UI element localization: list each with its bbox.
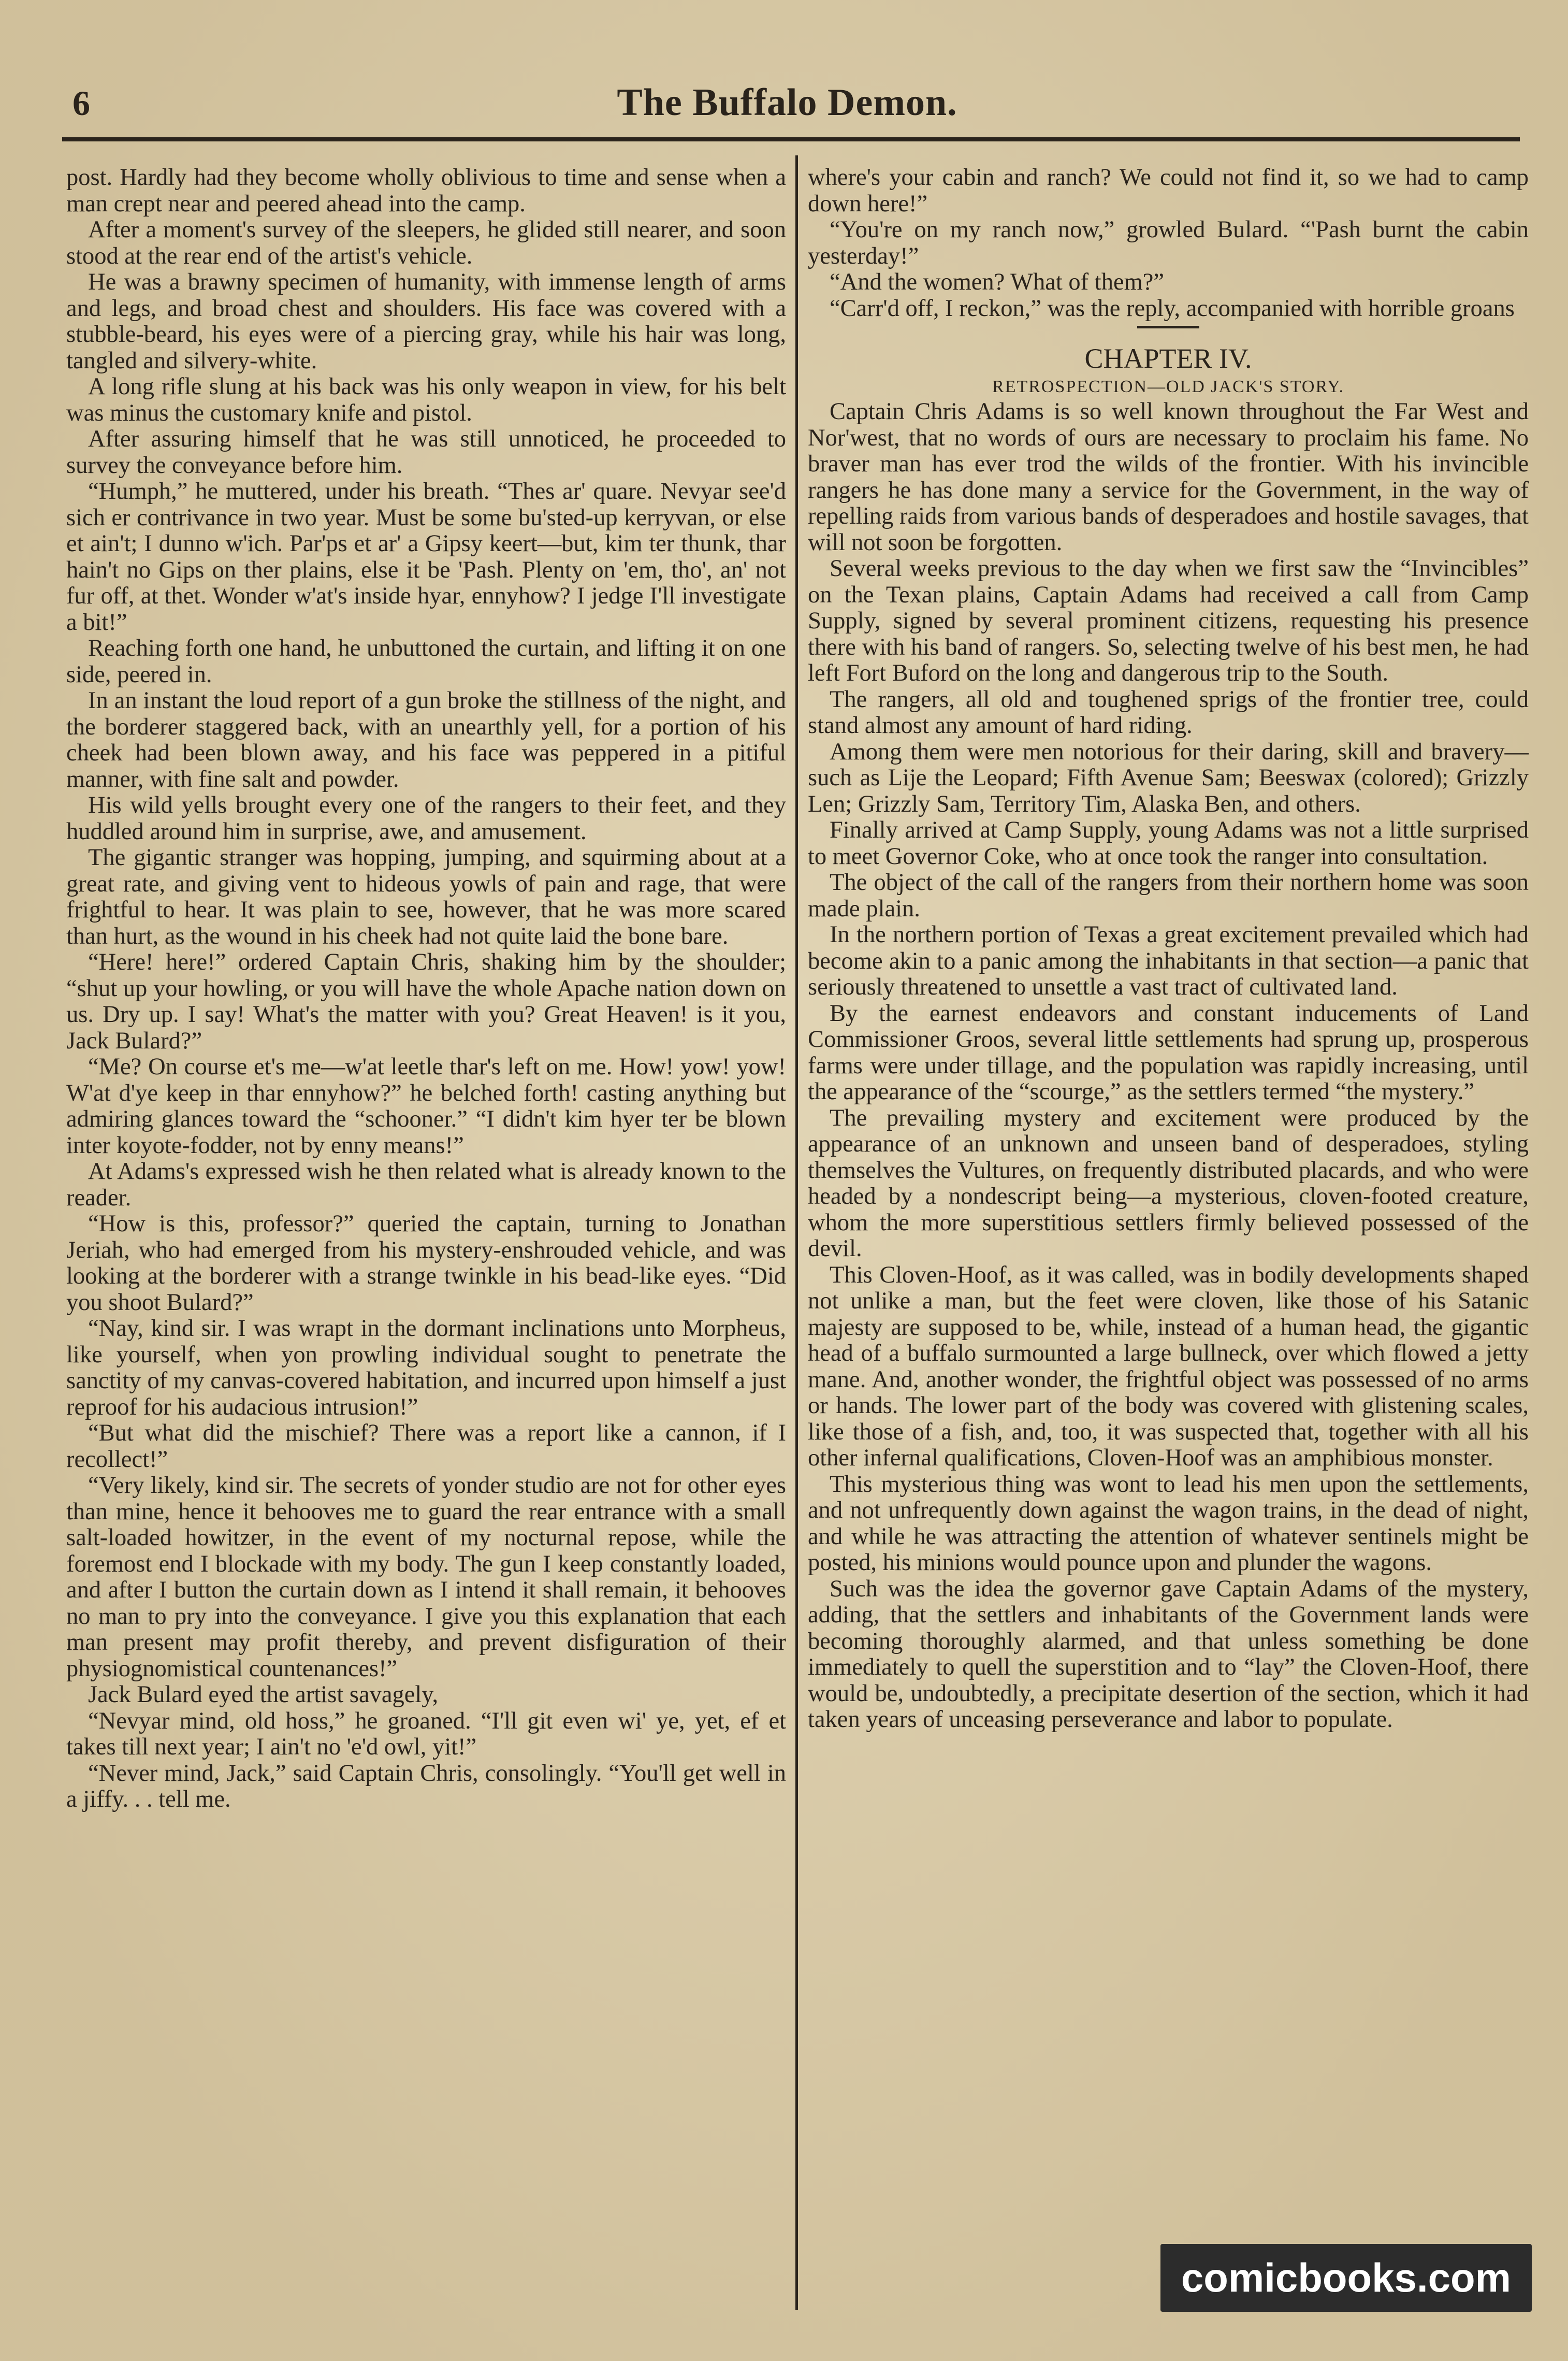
paragraph: The prevailing mystery and excitement were produced by the appearance of an unknown and unseen band of desperadoes, styling themselves the Vultures, on frequently distributed placards, and who were headed by a nondescript being—a mysterious, cloven-footed creature, whom the more superstitious settlers firmly believed possessed of the devil. bbox=[808, 1104, 1529, 1262]
paragraph: In the northern portion of Texas a great excitement prevailed which had become akin to a panic among the inhabitants in that section—a panic that seriously threatened to unsettle a vast tract of cultivated land. bbox=[808, 922, 1529, 1000]
paragraph: He was a brawny specimen of humanity, with immense length of arms and legs, and broad chest and shoulders. His face was covered with a stubble-beard, his eyes were of a piercing gray, while his hair was long, tangled and silvery-white. bbox=[66, 269, 786, 374]
paragraph: The rangers, all old and toughened sprigs of the frontier tree, could stand almost any amount of hard riding. bbox=[808, 686, 1529, 739]
chapter-title: CHAPTER IV. bbox=[1084, 343, 1252, 374]
paragraph: Finally arrived at Camp Supply, young Adams was not a little surprised to meet Governor Coke, who at once took the ranger into consultation. bbox=[808, 817, 1529, 870]
site-watermark: comicbooks.com bbox=[1160, 2244, 1532, 2312]
paragraph: Among them were men notorious for their daring, skill and bravery—such as Lije the Leopard; Fifth Avenue Sam; Beeswax (colored); Grizzly Len; Grizzly Sam, Territory Tim, Alaska Ben, and others. bbox=[808, 738, 1529, 817]
paragraph: “Me? On course et's me—w'at leetle thar's left on me. How! yow! yow! W'at d'ye keep in thar ennyhow?” he belched forth! casting anything but admiring glances toward the “schooner.” “I didn't kim hyer ter be blown inter koyote-fodder, not by enny means!” bbox=[66, 1054, 786, 1159]
column-divider bbox=[795, 155, 798, 2310]
paragraph: Reaching forth one hand, he unbuttoned the curtain, and lifting it on one side, peered in. bbox=[66, 635, 786, 688]
paragraph: This mysterious thing was wont to lead his men upon the settlements, and not unfrequently down against the wagon trains, in the dead of night, and while he was attracting the attention of whatever sentinels might be posted, his minions would pounce upon and plunder the wagons. bbox=[808, 1471, 1529, 1576]
paragraph: “Very likely, kind sir. The secrets of yonder studio are not for other eyes than mine, hence it behooves me to guard the rear entrance with a small salt-loaded howitzer, in the event of my nocturnal repose, while the foremost end I blockade with my body. The gun I keep constantly loaded, and after I button the curtain down as I intend it shall remain, it behooves no man to pry into the conveyance. I give you this explanation that each man present may profit thereby, and prevent disfiguration of their physiognomistical countenances!” bbox=[66, 1472, 786, 1682]
paragraph: “Nevyar mind, old hoss,” he groaned. “I'll git even wi' ye, yet, ef et takes till next year; I ain't no 'e'd owl, yit!” bbox=[66, 1707, 786, 1760]
paragraph: “Here! here!” ordered Captain Chris, shaking him by the shoulder; “shut up your howling, or you will have the whole Apache nation down on us. Dry up. I say! What's the matter with you? Great Heaven! is it you, Jack Bulard?” bbox=[66, 949, 786, 1054]
paragraph: This Cloven-Hoof, as it was called, was in bodily developments shaped not unlike a man, but the feet were cloven, like those of his Satanic majesty are supposed to be, while, instead of a human head, the gigantic head of a buffalo surmounted a large bullneck, over which flowed a jetty mane. And, another wonder, the frightful object was possessed of no arms or hands. The lower part of the body was covered with glistening scales, like those of a fish, and, too, it was suspected that, together with all his other infernal qualifications, Cloven-Hoof was an amphibious monster. bbox=[808, 1261, 1529, 1471]
header-rule bbox=[62, 137, 1520, 141]
paragraph: Jack Bulard eyed the artist savagely, bbox=[88, 1681, 439, 1708]
paragraph: In an instant the loud report of a gun broke the stillness of the night, and the borderer staggered back, with an unearthly yell, for a portion of his cheek had been blown away, and his face was peppered in a pitiful manner, with fine salt and powder. bbox=[66, 687, 786, 793]
page-header bbox=[62, 78, 1512, 140]
paragraph: “How is this, professor?” queried the captain, turning to Jonathan Jeriah, who had emerged from his mystery-enshrouded vehicle, and was looking at the borderer with a strange twinkle in his bead-like eyes. “Did you shoot Bulard?” bbox=[66, 1211, 786, 1316]
right-column bbox=[808, 165, 1529, 1733]
paragraph: Such was the idea the governor gave Captain Adams of the mystery, adding, that the settlers and inhabitants of the Government lands were becoming thoroughly alarmed, and that unless something be done immediately to quell the superstition and to “lay” the Cloven-Hoof, there would be, undoubtedly, a precipitate desertion of the section, which it had taken years of unceasing perseverance and labor to populate. bbox=[808, 1575, 1529, 1733]
paragraph: A long rifle slung at his back was his only weapon in view, for his belt was minus the customary knife and pistol. bbox=[66, 373, 786, 426]
paragraph: “Never mind, Jack,” said Captain Chris, consolingly. “You'll get well in a jiffy. . . tell me. bbox=[66, 1760, 786, 1812]
left-column bbox=[66, 165, 786, 1813]
paragraph: By the earnest endeavors and constant inducements of Land Commissioner Groos, several little settlements had sprung up, prosperous farms were under tillage, and the population was rapidly increasing, until the appearance of the “scourge,” as the settlers termed “the mystery.” bbox=[808, 1000, 1529, 1105]
paragraph: After a moment's survey of the sleepers, he glided still nearer, and soon stood at the rear end of the artist's vehicle. bbox=[66, 217, 786, 269]
chapter-divider bbox=[1137, 326, 1199, 328]
paragraph: The object of the call of the rangers from their northern home was soon made plain. bbox=[808, 869, 1529, 922]
paragraph: Several weeks previous to the day when we first saw the “Invincibles” on the Texan plains, Captain Adams had received a call from Camp Supply, signed by several prominent citizens, requesting his presence there with his band of rangers. So, selecting twelve of his best men, he had left Fort Buford on the long and dangerous trip to the South. bbox=[808, 555, 1529, 686]
paragraph: “And the women? What of them?” bbox=[830, 269, 1165, 295]
paragraph: post. Hardly had they become wholly oblivious to time and sense when a man crept near and peered ahead into the camp. bbox=[66, 164, 786, 217]
page-number: 6 bbox=[72, 83, 90, 123]
paragraph: where's your cabin and ranch? We could not find it, so we had to camp down here!” bbox=[808, 164, 1529, 217]
paragraph: “Carr'd off, I reckon,” was the reply, accompanied with horrible groans bbox=[830, 295, 1515, 322]
paragraph: “You're on my ranch now,” growled Bulard. “'Pash burnt the cabin yesterday!” bbox=[808, 217, 1529, 269]
paragraph: His wild yells brought every one of the rangers to their feet, and they huddled around him in surprise, awe, and amusement. bbox=[66, 792, 786, 845]
paragraph: “Nay, kind sir. I was wrapt in the dormant inclinations unto Morpheus, like yourself, when yon prowling individual sought to penetrate the sanctity of my canvas-covered habitation, and incurred upon himself a just reproof for his audacious intrusion!” bbox=[66, 1315, 786, 1420]
paragraph: At Adams's expressed wish he then related what is already known to the reader. bbox=[66, 1158, 786, 1211]
paragraph: After assuring himself that he was still unnoticed, he proceeded to survey the conveyance before him. bbox=[66, 426, 786, 479]
paragraph: “Humph,” he muttered, under his breath. “Thes ar' quare. Nevyar see'd sich er contrivance in two year. Must be some bu'sted-up kerryvan, or else et ain't; I dunno w'ich. Par'ps et ar' a Gipsy keert—but, kim ter thunk, thar hain't no Gips on ther plains, else it be 'Pash. Plenty on 'em, tho', an' not fur off, at thet. Wonder w'at's inside hyar, ennyhow? I jedge I'll investigate a bit!” bbox=[66, 478, 786, 636]
paragraph: “But what did the mischief? There was a report like a cannon, if I recollect!” bbox=[66, 1420, 786, 1473]
chapter-subtitle: RETROSPECTION—OLD JACK'S STORY. bbox=[992, 377, 1344, 396]
paragraph: The gigantic stranger was hopping, jumping, and squirming about at a great rate, and giving vent to hideous yowls of pain and rage, that were frightful to hear. It was plain to see, however, that he was more scared than hurt, as the wound in his cheek had not quite laid the bone bare. bbox=[66, 844, 786, 949]
paragraph: Captain Chris Adams is so well known throughout the Far West and Nor'west, that no words of ours are necessary to proclaim his fame. No braver man has ever trod the wilds of the frontier. With his invincible rangers he has done many a service for the Government, in the way of repelling raids from various bands of desperadoes and hostile savages, that will not soon be forgotten. bbox=[808, 398, 1529, 556]
page-title: The Buffalo Demon. bbox=[617, 81, 957, 124]
